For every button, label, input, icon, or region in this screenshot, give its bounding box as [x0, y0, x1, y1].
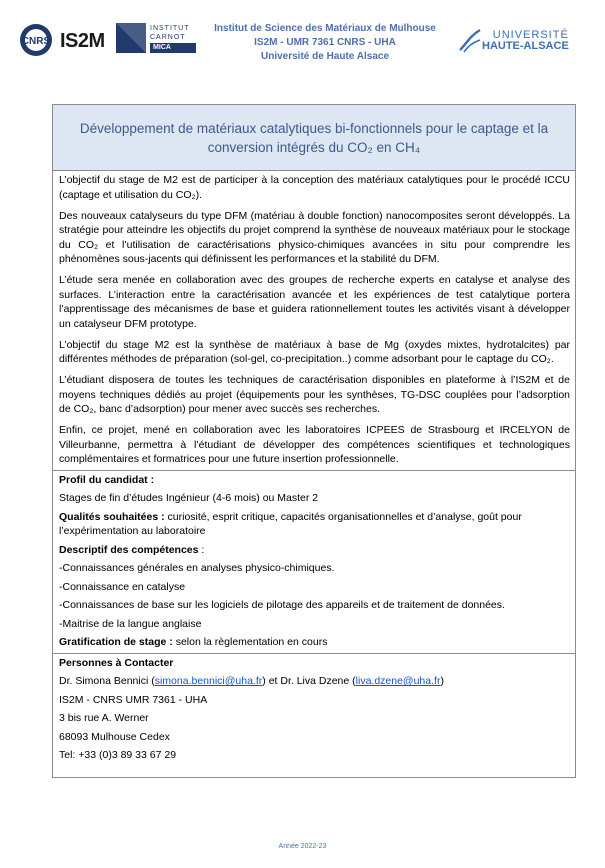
cnrs-logo — [18, 22, 60, 58]
intro-paragraph-6: Enfin, ce projet, mené en collaboration avec les laboratoires ICPEES de Strasbourg et IRCELYON de Villeurbanne, permettra à l’étudiant de développer des compétences scientifiques et technologiques complémentaires et formatrices pour une future insertion professionnelle. — [59, 424, 570, 465]
uha-logo — [458, 28, 588, 58]
contact-lab: IS2M - CNRS UMR 7361 - UHA — [59, 693, 208, 706]
profile-stages: Stages de fin d’études Ingénieur (4-6 mois) ou Master 2 — [59, 492, 319, 504]
profile-qualities — [59, 510, 570, 539]
cnrs-logo-text: CNRS — [21, 36, 51, 47]
page-header — [0, 0, 605, 80]
offer-box — [52, 104, 576, 778]
qualities-label: Qualités souhaitées : — [59, 510, 165, 523]
page-footer-year: Année 2022-23 — [278, 843, 327, 850]
institute-university: Université de Haute Alsace — [260, 51, 390, 62]
institute-name: Institut de Science des Matériaux de Mulhouse — [214, 23, 436, 34]
contact-persons — [59, 674, 570, 689]
uha-line1: UNIVERSITÉ — [492, 29, 569, 41]
contact-suffix: ) — [440, 675, 444, 687]
skill-item: -Connaissances générales en analyses physico-chimiques. — [59, 562, 335, 574]
intro-paragraph-5: L’étudiant disposera de toutes les techniques de caractérisation disponibles en plateforme à l’IS2M et de moyens techniques dédiés au projet (équipements pour les synthèses, TG-DSC couplées pour l’adsorption de CO₂, banc d’adsorption) pour mener avec succès ses recherches. — [59, 374, 570, 415]
intro-paragraph-3: L’étude sera menée en collaboration avec des groupes de recherche experts en catalyse et analyse des surfaces. L’interaction entre la caractérisation avancée et les expériences de test catalytique portera l’apprentissage des mécanismes de base et guidera rationnellement toutes les activités visant à développer un catalyseur DFM prototype. — [59, 274, 570, 330]
profile-section — [53, 471, 575, 654]
description-section — [53, 171, 575, 471]
skills-colon: : — [198, 543, 205, 556]
contact-heading: Personnes à Contacter — [59, 656, 174, 669]
email-link-dzene[interactable]: liva.dzene@uha.fr — [355, 675, 441, 687]
carnot-line1: INSTITUT — [150, 25, 190, 32]
skill-item: -Connaissances de base sur les logiciels de pilotage des appareils et de traitement de données. — [59, 599, 505, 611]
stipend-label: Gratification de stage : — [59, 636, 173, 648]
skill-item: -Maitrise de la langue anglaise — [59, 617, 202, 630]
offer-title: Développement de matériaux catalytiques bi-fonctionnels pour le captage et la conversion intégrés du CO₂ en CH₄ — [53, 105, 575, 171]
intro-paragraph-1: L’objectif du stage de M2 est de participer à la conception des matériaux catalytiques pour le procédé ICCU (captage et utilisation du CO₂). — [59, 174, 570, 201]
email-link-bennici[interactable]: simona.bennici@uha.fr — [154, 675, 263, 687]
qualities-text: curiosité, esprit critique, capacités organisationnelles et d’analyse, goût pour l’expérimentation au laboratoire — [59, 510, 522, 537]
is2m-logo: IS2M — [60, 30, 105, 52]
contact-section — [53, 654, 575, 777]
skills-label: Descriptif des compétences — [59, 543, 199, 556]
contact-street: 3 bis rue A. Werner — [59, 712, 149, 724]
skill-item: -Connaissance en catalyse — [59, 580, 186, 593]
intro-paragraph-2: Des nouveaux catalyseurs du type DFM (matériau à double fonction) nanocomposites seront développés. La stratégie pour atteindre les objectifs du projet comprend la synthèse de nouveaux matériaux pour le stockage du CO₂ et l’utilisation de caractérisations physico-chimiques avancées in situ pour comprendre les phénomènes sous-jacents qui définissent les performances et la stabilité du DFM. — [59, 209, 570, 265]
uha-swoosh-icon — [458, 28, 482, 54]
stipend-text: selon la règlementation en cours — [172, 636, 328, 648]
skills-heading — [59, 543, 570, 558]
carnot-mica-label: MICA — [150, 43, 196, 53]
institute-heading — [200, 22, 450, 64]
contact-prefix: Dr. Simona Bennici ( — [59, 675, 155, 687]
stipend-line — [59, 635, 570, 650]
uha-line2: HAUTE-ALSACE — [482, 40, 569, 52]
contact-middle: ) et Dr. Liva Dzene ( — [262, 675, 356, 687]
institute-umr: IS2M - UMR 7361 CNRS - UHA — [254, 37, 396, 48]
contact-phone: Tel: +33 (0)3 89 33 67 29 — [59, 749, 177, 761]
intro-paragraph-4: L’objectif du stage M2 est la synthèse de matériaux à base de Mg (oxydes mixtes, hydrotalcites) par différentes méthodes de préparation (sol-gel, co-precipitation..) comme adsorbant pour le captage du CO₂. — [59, 338, 570, 365]
carnot-square-icon — [116, 23, 146, 53]
contact-city: 68093 Mulhouse Cedex — [59, 730, 170, 743]
carnot-line2: CARNOT — [150, 34, 186, 41]
profile-heading: Profil du candidat : — [59, 473, 155, 486]
carnot-mica-logo — [116, 23, 196, 59]
